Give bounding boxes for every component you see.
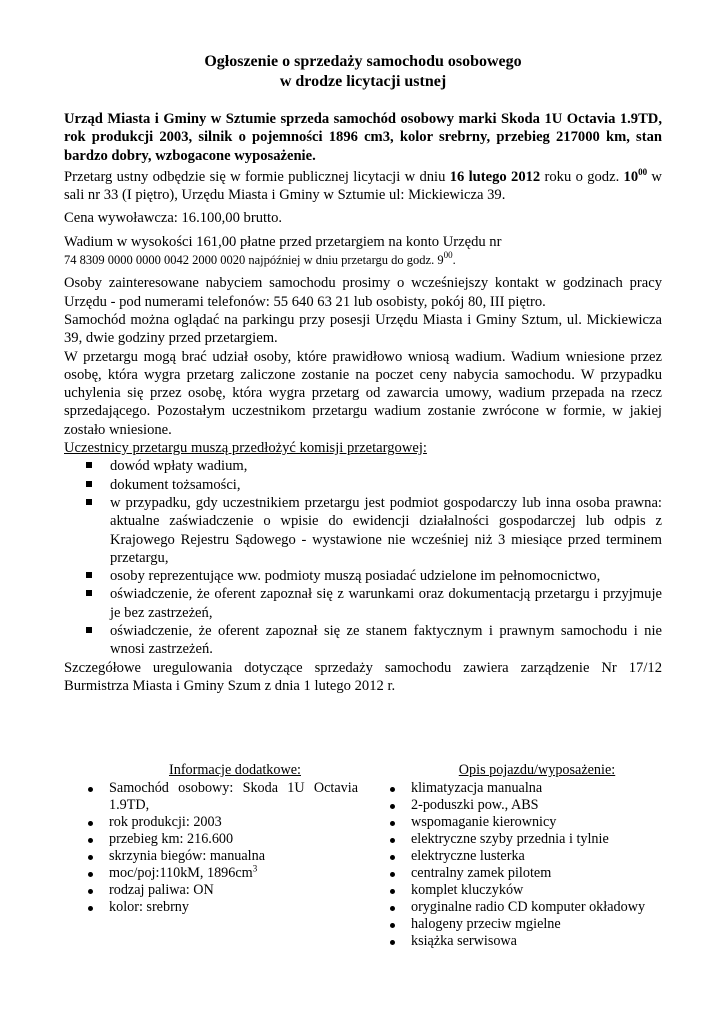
list-item: [388, 831, 678, 848]
round-bullet-icon: [88, 906, 93, 911]
list-item-text: dowód wpłaty wadium,: [110, 458, 248, 475]
title-line-1: Ogłoszenie o sprzedaży samochodu osobowego: [204, 53, 522, 70]
list-item: [388, 916, 678, 933]
requirements-list: [64, 457, 662, 658]
deposit-hour-minutes: 00: [443, 250, 453, 261]
list-item: [64, 476, 662, 494]
list-item: [388, 882, 678, 899]
list-item-text: książka serwisowa: [411, 933, 517, 949]
list-item: [64, 457, 662, 475]
square-bullet-icon: [86, 627, 92, 633]
list-item-text: rok produkcji: 2003: [109, 814, 222, 830]
list-item: [388, 848, 678, 865]
list-item-text: osoby reprezentujące ww. podmioty muszą posiadać udzielone im pełnomocnictwo,: [110, 568, 601, 585]
list-item-text: skrzynia biegów: manualna: [109, 848, 266, 864]
round-bullet-icon: [88, 855, 93, 860]
list-item-text: 2-poduszki pow., ABS: [411, 797, 539, 813]
list-item: [64, 585, 662, 622]
power-unit-superscript: 3: [252, 863, 258, 874]
list-item: [388, 797, 678, 814]
additional-info-list: [86, 780, 358, 916]
list-item-text: centralny zamek pilotem: [411, 865, 552, 881]
additional-info-column: [86, 762, 358, 916]
requirements-heading: Uczestnicy przetargu muszą przedłożyć komisji przetargowej:: [64, 440, 427, 457]
round-bullet-icon: [390, 940, 395, 945]
list-item-text: elektryczne lusterka: [411, 848, 525, 864]
round-bullet-icon: [88, 787, 93, 792]
list-item-text: kolor: srebrny: [109, 899, 189, 915]
square-bullet-icon: [86, 481, 92, 487]
square-bullet-icon: [86, 462, 92, 468]
starting-price: Cena wywoławcza: 16.100,00 brutto.: [64, 210, 283, 227]
title-line-2: w drodze licytacji ustnej: [279, 73, 447, 90]
list-item-text: komplet kluczyków: [411, 882, 524, 898]
list-item-text: wspomaganie kierownicy: [411, 814, 557, 830]
bank-account-number: 74 8309 0000 0000 0042 2000 0020: [64, 253, 246, 268]
round-bullet-icon: [390, 923, 395, 928]
square-bullet-icon: [86, 499, 92, 505]
round-bullet-icon: [88, 872, 93, 877]
list-item: [64, 494, 662, 567]
round-bullet-icon: [390, 855, 395, 860]
list-item-text: rodzaj paliwa: ON: [109, 882, 214, 898]
list-item: [388, 899, 678, 916]
list-item: [86, 814, 358, 831]
equipment-heading: Opis pojazdu/wyposażenie:: [458, 762, 616, 778]
list-item: [388, 780, 678, 797]
auction-hour: 10: [623, 168, 639, 185]
round-bullet-icon: [390, 906, 395, 911]
square-bullet-icon: [86, 590, 92, 596]
participation-paragraph: W przetargu mogą brać udział osoby, które prawidłowo wniosą wadium. Wadium wniesione przez osobę, która wygra przetarg zaliczone zostanie na poczet ceny nabycia samochodu. W przypadku uchylenia się przez osobę, która wygra przetarg od zawarcia umowy, wadium przepada na rzecz sprzedającego. Pozostałym uczestnikom przetargu wadium zostanie zwrócone w formie, w jakiej zostało wniesione.: [64, 348, 662, 438]
list-item: [388, 865, 678, 882]
equipment-column: [388, 762, 678, 950]
deposit-paragraph: [64, 233, 662, 270]
round-bullet-icon: [88, 821, 93, 826]
intro-paragraph: Urząd Miasta i Gminy w Sztumie sprzeda samochód osobowy marki Skoda 1U Octavia 1.9TD, rok produkcji 2003, silnik o pojemności 1896 cm3, kolor srebrny, przebieg 217000 km, stan bardzo dobry, wzbogacone wyposażenie.: [64, 111, 662, 164]
list-item: [86, 831, 358, 848]
list-item: [64, 567, 662, 585]
list-item: [388, 814, 678, 831]
list-item-text: oryginalne radio CD komputer okładowy: [411, 899, 646, 915]
round-bullet-icon: [390, 889, 395, 894]
round-bullet-icon: [390, 872, 395, 877]
round-bullet-icon: [390, 787, 395, 792]
auction-text-3: w sali nr 33 (I piętro), Urzędu Miasta i Gminy w Sztumie ul: Mickiewicza 39.: [64, 168, 662, 204]
list-item-text: elektryczne szyby przednia i tylnie: [411, 831, 609, 847]
list-item-text: moc/poj:110kM, 1896cm: [109, 865, 253, 881]
list-item: [86, 848, 358, 865]
list-item-text: Samochód osobowy: Skoda 1U Octavia 1.9TD,: [109, 780, 358, 813]
round-bullet-icon: [390, 804, 395, 809]
list-item: [86, 780, 358, 814]
list-item-text: oświadczenie, że oferent zapoznał się ze stanem faktycznym i prawnym samochodu i nie wnosi zastrzeżeń.: [110, 623, 662, 658]
round-bullet-icon: [390, 821, 395, 826]
auction-text-2: roku o godz.: [540, 168, 624, 185]
deposit-text-2: najpóźniej w dniu przetargu do godz. 9: [245, 253, 444, 268]
round-bullet-icon: [390, 838, 395, 843]
list-item-text: halogeny przeciw mgielne: [411, 916, 561, 932]
document-title: [64, 52, 662, 92]
auction-text-1: Przetarg ustny odbędzie się w formie publicznej licytacji w dniu: [64, 168, 450, 185]
additional-info-heading: Informacje dodatkowe:: [169, 762, 301, 778]
viewing-paragraph: Samochód można oglądać na parkingu przy posesji Urzędu Miasta i Gminy Sztum, ul. Mickiewicza 39, dwie godziny przed przetargiem.: [64, 311, 662, 347]
square-bullet-icon: [86, 572, 92, 578]
list-item: [64, 622, 662, 659]
contact-paragraph: Osoby zainteresowane nabyciem samochodu prosimy o wcześniejszy kontakt w godzinach pracy Urzędu - pod numerami telefonów: 55 640 63 21 lub osobisty, pokój 80, III piętro.: [64, 275, 662, 310]
auction-hour-minutes: 00: [638, 167, 648, 178]
list-item-text: przebieg km: 216.600: [109, 831, 234, 847]
document-body: [64, 52, 662, 695]
regulation-paragraph: Szczegółowe uregulowania dotyczące sprzedaży samochodu zawiera zarządzenie Nr 17/12 Burmistrza Miasta i Gminy Szum z dnia 1 lutego 2012 r.: [64, 659, 662, 694]
list-item-text: oświadczenie, że oferent zapoznał się z warunkami oraz dokumentacją przetargu i przyjmuje je bez zastrzeżeń,: [110, 586, 662, 621]
list-item-text: klimatyzacja manualna: [411, 780, 543, 796]
auction-paragraph: [64, 168, 662, 205]
round-bullet-icon: [88, 838, 93, 843]
deposit-text-1: Wadium w wysokości 161,00 płatne przed przetargiem na konto Urzędu nr: [64, 233, 502, 250]
list-item: [86, 882, 358, 899]
deposit-text-3: .: [452, 253, 456, 268]
round-bullet-icon: [88, 889, 93, 894]
list-item: [86, 865, 358, 882]
list-item-text: w przypadku, gdy uczestnikiem przetargu jest podmiot gospodarczy lub inna osoba prawna: aktualne zaświadczenie o wpisie do ewidencji działalności gospodarczej lub odpis z Krajowego Rejestru Sądowego - wystawione nie wcześniej niż 3 miesiące przed terminem przetargu,: [110, 494, 662, 566]
list-item: [86, 899, 358, 916]
equipment-list: [388, 780, 678, 950]
list-item-text: dokument tożsamości,: [110, 476, 241, 493]
list-item: [388, 933, 678, 950]
auction-date: 16 lutego 2012: [449, 168, 541, 185]
